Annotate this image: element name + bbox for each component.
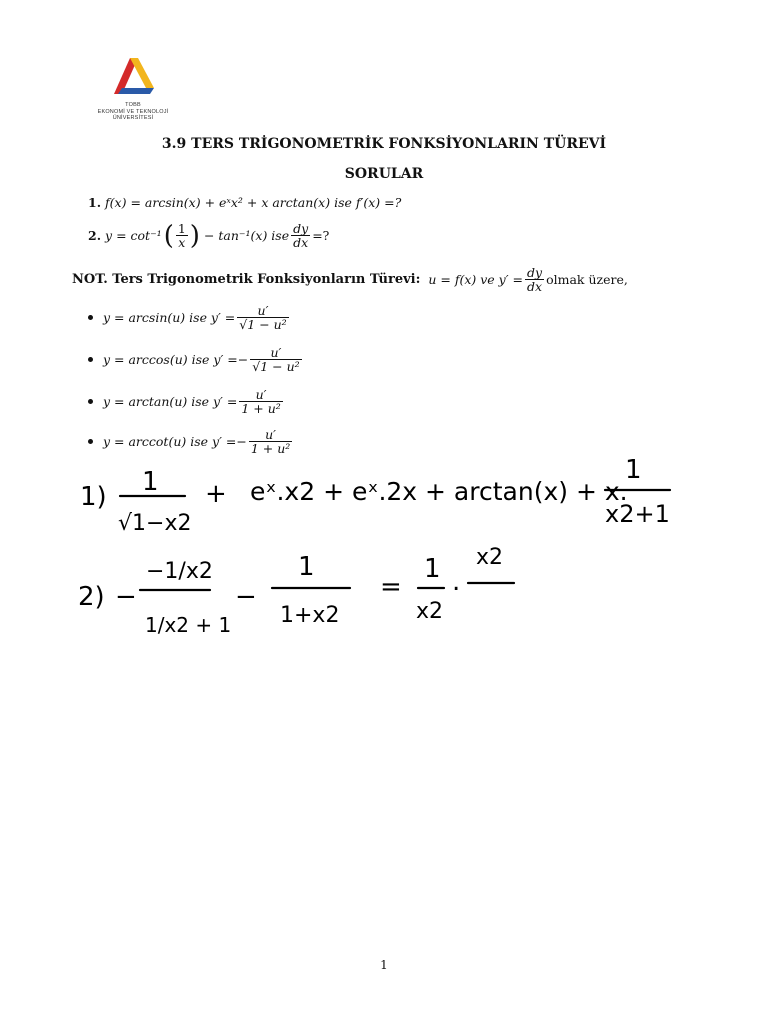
question-lhs: y = cot⁻¹ xyxy=(105,228,162,243)
question-number: 2. xyxy=(88,228,102,243)
note-text: u = f(x) ve y′ = xyxy=(428,272,524,287)
answer-1-frac1-num: 1 xyxy=(142,467,159,497)
question-2 xyxy=(88,222,329,249)
rule-lhs: y = arctan(u) ise y′ = xyxy=(103,394,238,409)
rule-arccos xyxy=(88,346,304,373)
fraction-numerator: u′ xyxy=(237,304,288,318)
handwritten-answers xyxy=(0,450,768,650)
note-label: NOT. Ters Trigonometrik Fonksiyonların Türevi: xyxy=(72,272,421,287)
fraction-denominator: 1 + u² xyxy=(250,441,291,456)
answer-2-frac2-num: 1 xyxy=(298,552,315,582)
answer-2-equals: = xyxy=(380,572,402,602)
rule-arctan xyxy=(88,388,285,415)
logo-line-1: TOBB xyxy=(125,102,141,108)
fraction-numerator: dy xyxy=(527,265,543,280)
rule-fraction xyxy=(237,304,288,331)
handwritten-answer-1 xyxy=(80,455,670,536)
fraction-numerator: u′ xyxy=(250,346,301,360)
answer-2-frac2-den: 1+x2 xyxy=(280,603,340,628)
fraction-numerator: u′ xyxy=(249,428,292,442)
answer-1-frac2-den: x2+1 xyxy=(605,500,670,528)
page-number: 1 xyxy=(380,958,388,972)
answer-2-label: 2) xyxy=(78,582,105,612)
logo-emblem-icon xyxy=(92,52,174,98)
note-line xyxy=(72,266,628,293)
question-1 xyxy=(88,195,401,210)
question-number: 1. xyxy=(88,195,102,210)
paren-open: ( xyxy=(163,220,174,251)
answer-2-minus-2: − xyxy=(235,582,257,612)
university-logo xyxy=(92,52,174,122)
bullet-icon xyxy=(88,439,93,444)
fraction-numerator: u′ xyxy=(239,388,282,402)
bullet-icon xyxy=(88,399,93,404)
answer-1-plus: + xyxy=(205,479,227,509)
rule-sign: − xyxy=(237,352,249,367)
fraction-denominator: √1 − u² xyxy=(252,359,300,374)
rule-sign: − xyxy=(236,434,247,449)
derivative-fraction xyxy=(525,266,544,293)
rule-arcsin xyxy=(88,304,291,331)
derivative-fraction xyxy=(291,222,310,249)
question-mid: − tan⁻¹(x) ise xyxy=(203,228,290,243)
fraction-denominator: 1 + u² xyxy=(241,401,281,416)
fraction-numerator: dy xyxy=(293,221,309,236)
fraction-denominator: x xyxy=(178,235,186,250)
answer-1-terms: eˣ.x2 + eˣ.2x + arctan(x) + x. xyxy=(250,477,628,506)
answer-2-dot: . xyxy=(452,567,461,597)
page-title: 3.9 TERS TRİGONOMETRİK FONKSİYONLARIN TÜREVİ xyxy=(161,136,607,152)
answer-2-minus: − xyxy=(115,582,137,612)
answer-2-frac4-num: x2 xyxy=(476,545,504,570)
fraction-denominator: dx xyxy=(293,235,309,250)
note-text-end: olmak üzere, xyxy=(546,272,628,287)
answer-2-frac3-num: 1 xyxy=(424,554,441,584)
bullet-icon xyxy=(88,357,93,362)
fraction-numerator: 1 xyxy=(177,221,186,236)
rule-fraction xyxy=(250,346,301,373)
question-text: f(x) = arcsin(x) + eˣx² + x arctan(x) ise f′(x) =? xyxy=(105,195,402,210)
handwritten-answer-2 xyxy=(78,545,514,637)
bullet-icon xyxy=(88,315,93,320)
question-end: =? xyxy=(312,228,330,243)
rule-lhs: y = arccot(u) ise y′ = xyxy=(103,434,237,449)
fraction-denominator: √1 − u² xyxy=(239,317,287,332)
rule-lhs: y = arcsin(u) ise y′ = xyxy=(103,310,236,325)
rule-lhs: y = arccos(u) ise y′ = xyxy=(103,352,238,367)
answer-1-frac2-num: 1 xyxy=(625,455,642,485)
paren-close: ) xyxy=(189,220,200,251)
logo-text xyxy=(92,102,174,122)
answer-1-label: 1) xyxy=(80,482,107,512)
section-subtitle: SORULAR xyxy=(344,166,424,182)
fraction-denominator: dx xyxy=(527,279,543,294)
rule-fraction xyxy=(239,388,282,415)
answer-2-frac3-den: x2 xyxy=(416,599,444,624)
answer-2-frac1-num: −1/x2 xyxy=(146,559,213,584)
logo-line-2: EKONOMİ VE TEKNOLOJİ xyxy=(97,108,169,115)
logo-line-3: ÜNİVERSİTESİ xyxy=(112,115,154,121)
fraction xyxy=(176,222,188,249)
answer-1-frac1-den: √1−x2 xyxy=(118,511,192,536)
answer-2-frac1-den: 1/x2 + 1 xyxy=(145,613,232,637)
